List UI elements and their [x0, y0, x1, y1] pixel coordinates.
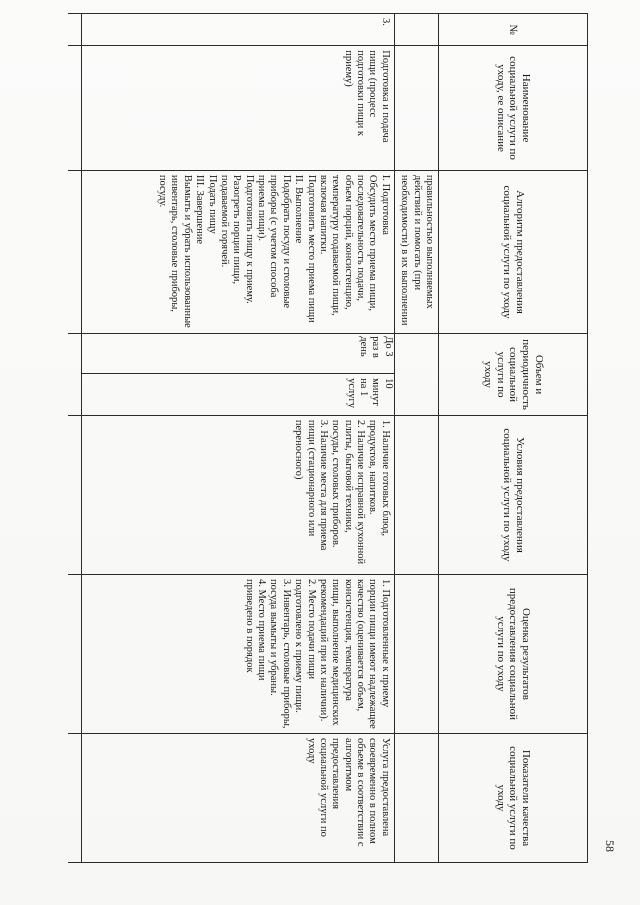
header-name: Наименование социальной услуги по уходу, ее описание	[439, 46, 588, 171]
algorithm-line: Обсудить место приема пищи, последовательность подачи, объем порций, консистенцию, температуру подаваемой пищи, включая напитки.	[318, 174, 379, 319]
rotated-table-frame	[68, 13, 588, 863]
algorithm-line: Подобрать посуду и столовые приборы (с учетом способа приема пищи).	[256, 174, 292, 311]
algorithm-line: Подать пищу	[206, 174, 218, 234]
cont-indicators	[394, 734, 438, 863]
row-algorithm	[81, 170, 394, 333]
algorithm-line: III. Завершение	[194, 174, 206, 245]
row-num: 3.	[81, 14, 394, 46]
row-volume	[81, 334, 394, 416]
table-header-row	[439, 14, 588, 863]
continuation-row	[394, 14, 438, 863]
table-row	[81, 14, 394, 863]
row-evaluation	[81, 574, 394, 733]
condition-line: 3. Наличие места для приема пищи (стационарного или переносного)	[293, 419, 329, 554]
cont-volume	[394, 334, 438, 416]
cont-evaluation	[394, 574, 438, 733]
header-num: №	[439, 14, 588, 46]
row-name: Подготовка и подача пищи (процесс подготовки пищи к приему)	[81, 46, 394, 171]
header-volume: Объем и периодичность социальной услуги по уходу	[439, 334, 588, 416]
algorithm-line: I. Подготовка	[379, 174, 391, 235]
evaluation-line: 3. Инвентарь, столовые приборы, посуда вымыты и убраны.	[268, 578, 292, 732]
row-conditions	[81, 415, 394, 574]
algorithm-line: Вымыть и убрать использованные инвентарь, столовые приборы, посуду.	[157, 174, 193, 331]
evaluation-line: 1. Подготовленные к приему порции пищи имеют надлежащее качество (оценивается объем, консистенция, температура пищи, выполнение медицинских рекомендаций при их наличии).	[318, 578, 391, 732]
algorithm-line: Разогреть порции пищи, подаваемой горячей.	[219, 174, 243, 287]
row-frequency: До 3 раз в день	[358, 336, 394, 358]
header-indicators: Показатели качества социальной услуги по уходу	[439, 734, 588, 863]
header-conditions: Условия предоставления социальной услуги по уходу	[439, 415, 588, 574]
cont-conditions	[394, 415, 438, 574]
cont-algorithm: правильностью выполняемых действий и помогать (при необходимости) в их выполнении	[394, 170, 438, 333]
evaluation-line: 2. Место подачи пищи подготовлено к приему пищи.	[293, 578, 317, 713]
algorithm-line: Подготовить место приема пищи	[305, 174, 317, 323]
condition-line: 1. Наличие готовых блюд, продуктов, напитков.	[367, 419, 391, 539]
page-number: 58	[603, 840, 617, 852]
algorithm-line: Подготовить пищу к приему.	[243, 174, 255, 304]
services-table	[68, 13, 588, 863]
algorithm-line: II. Выполнение	[293, 174, 305, 244]
evaluation-line: 4. Место приема пищи приведено в порядок	[243, 578, 268, 684]
empty-row	[68, 14, 81, 863]
row-indicators: Услуга предоставлена своевременно в полном объеме в соответствии с алгоритмом предоставления социальной услуги по уходу	[81, 734, 394, 863]
row-duration: 10 минут на 1 услугу	[82, 373, 394, 415]
cont-num	[394, 14, 438, 46]
rotated-table-content	[68, 13, 588, 863]
condition-line: 2. Наличие исправной кухонной плиты, бытовой техники, посуды, столовых приборов.	[330, 419, 367, 567]
header-algorithm: Алгоритм предоставления социальной услуги по уходу	[439, 170, 588, 333]
cont-name	[394, 46, 438, 171]
header-evaluation: Оценка результатов предоставления социальной услуги по уходу	[439, 574, 588, 733]
